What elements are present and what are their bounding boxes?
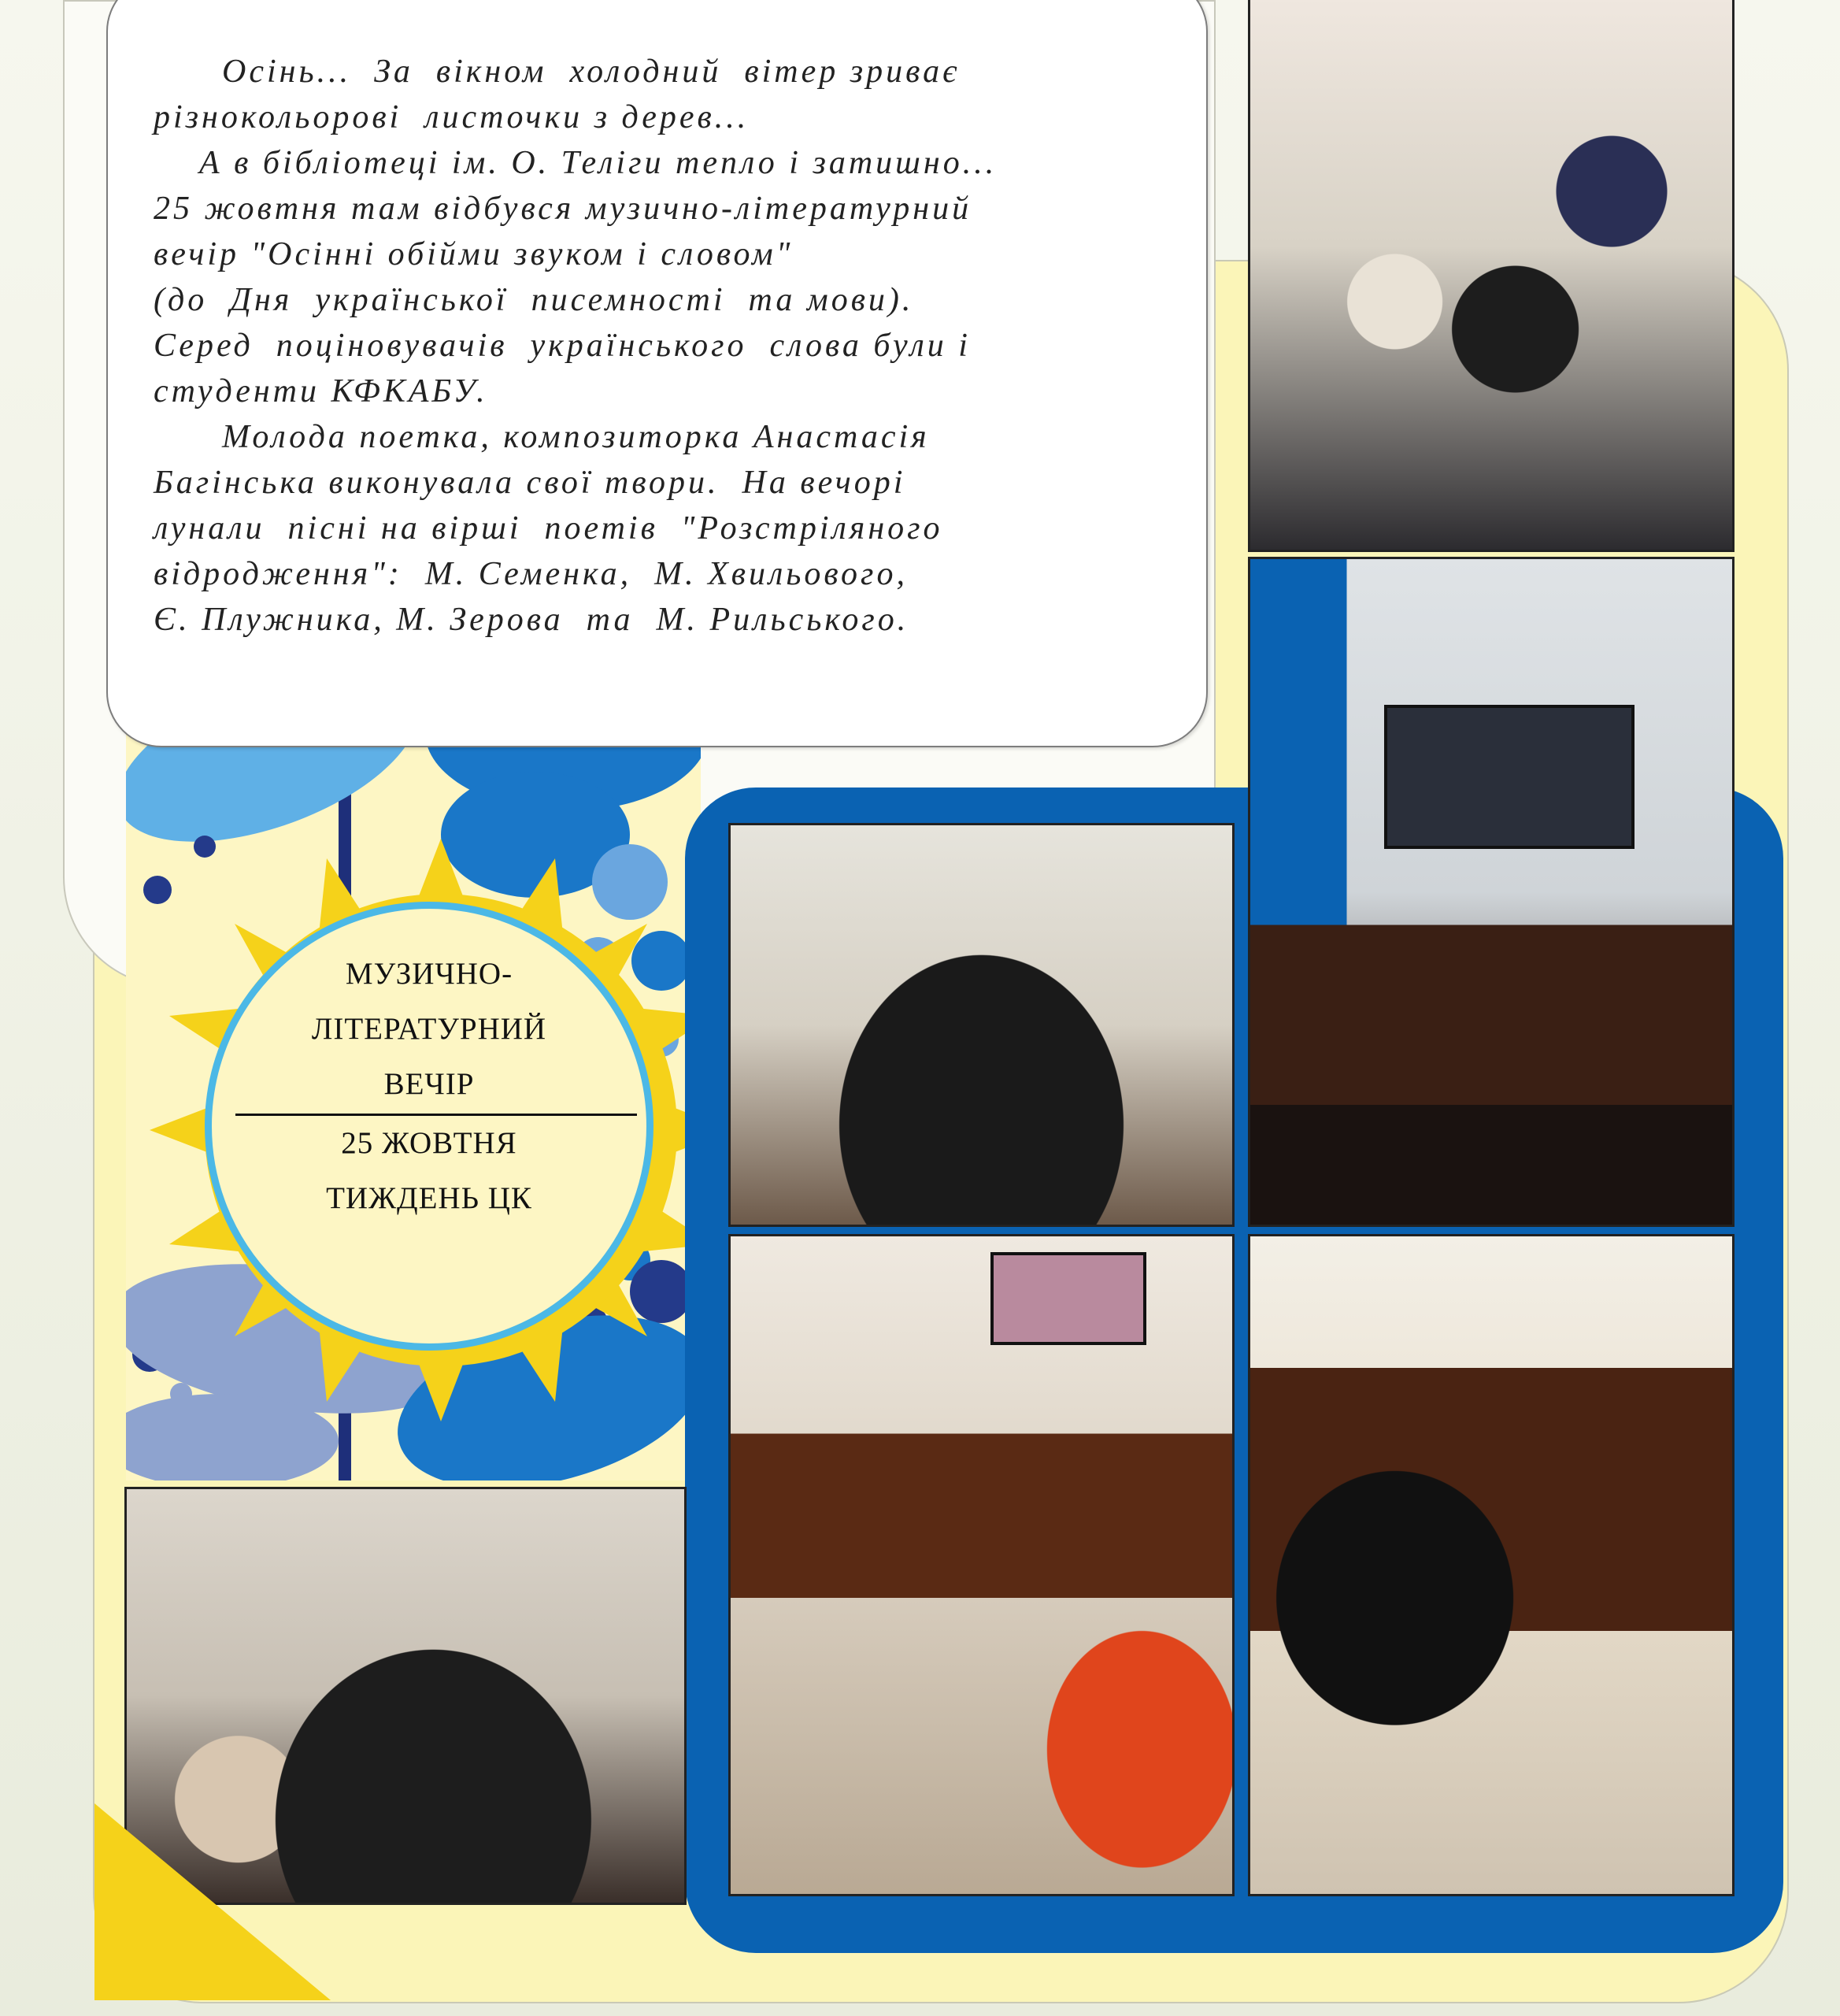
article-line: лунали пісні на вірші поетів "Розстріляного (154, 510, 943, 547)
article-line: Осінь... За вікном холодний вітер зриває (154, 54, 961, 90)
article-line: 25 жовтня там відбувся музично-літературний (154, 191, 972, 227)
badge-line-1: МУЗИЧНО- (345, 957, 513, 991)
badge-line-3: ВЕЧІР (383, 1067, 475, 1101)
article-line: Серед поціновувачів українського слова були і (154, 328, 971, 364)
tv-screen-icon (1384, 705, 1635, 849)
tv-screen-icon (990, 1252, 1146, 1345)
badge-date: 25 ЖОВТНЯ (341, 1126, 517, 1160)
article-line: (до Дня української писемності та мови). (154, 282, 914, 318)
article-line: Багінська виконувала свої твори. На вечорі (154, 465, 906, 501)
event-badge (205, 902, 653, 1351)
photo-group-standing (728, 823, 1235, 1227)
article-line: студенти КФКАБУ. (154, 373, 488, 410)
article-line: відродження": М. Семенка, М. Хвильового, (154, 556, 908, 592)
badge-line-2: ЛІТЕРАТУРНИЙ (311, 1012, 547, 1046)
corner-triangle-decoration (94, 1803, 331, 2000)
article-line: Є. Плужника, М. Зерова та М. Рильського. (154, 602, 909, 638)
photo-singer-piano-flag (1248, 557, 1734, 1227)
badge-divider (235, 1114, 637, 1116)
photo-group-seated-top (1248, 0, 1734, 552)
article-line: вечір "Осінні обійми звуком і словом" (154, 236, 794, 272)
photo-singer-piano-right (1248, 1234, 1734, 1896)
article-line: Молода поетка, композиторка Анастасія (154, 419, 930, 455)
article-line: А в бібліотеці ім. О. Теліги тепло і затишно... (154, 145, 998, 181)
photo-singer-piano-left (728, 1234, 1235, 1896)
badge-subtitle: ТИЖДЕНЬ ЦК (326, 1181, 532, 1215)
article-line: різнокольорові листочки з дерев... (154, 99, 750, 135)
article-text-box (106, 0, 1208, 747)
article-body (154, 49, 1169, 643)
